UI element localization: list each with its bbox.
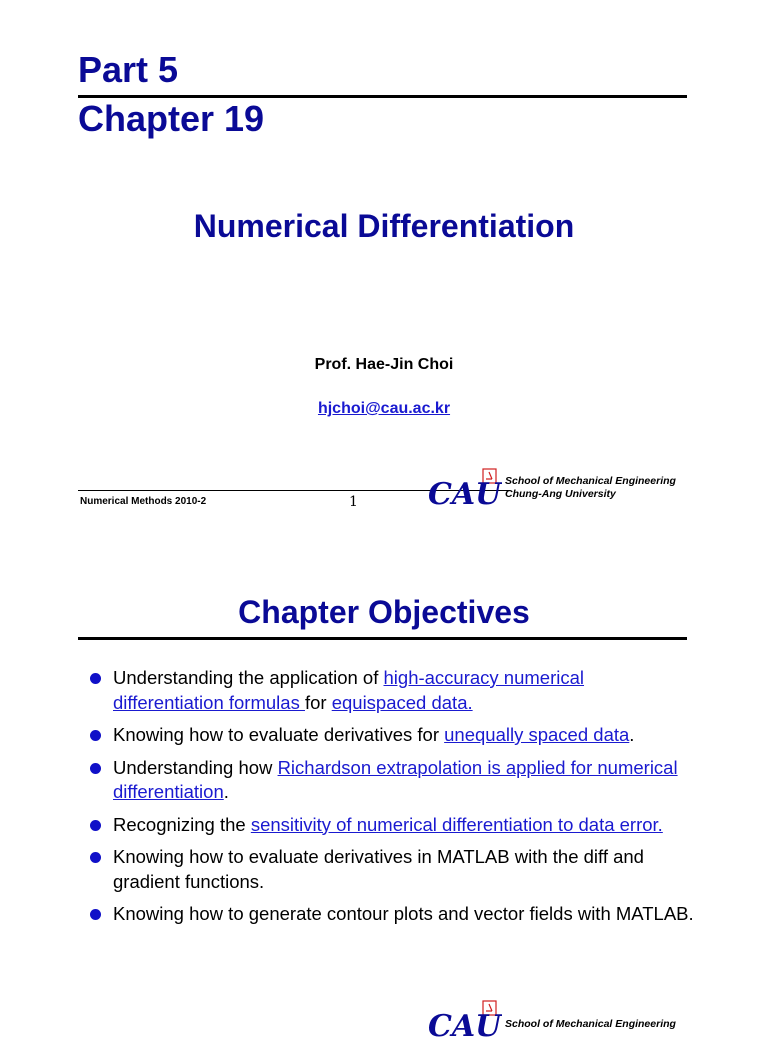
list-item [88,756,698,805]
email-link[interactable]: hjchoi@cau.ac.kr [317,400,451,417]
list-item [88,723,698,748]
logo-text: CAU [428,1009,502,1044]
author-email [0,400,768,418]
bullet-text: Recognizing the [113,813,251,835]
school-name [505,475,676,501]
bullet-link[interactable]: unequally spaced data [444,724,630,745]
course-label: Numerical Methods 2010-2 [80,496,207,507]
lecture-title: Numerical Differentiation [193,208,575,244]
objectives-slide [0,530,768,1044]
cau-logo [426,1000,502,1044]
bullet-text: . [629,724,635,745]
list-item [88,845,698,894]
objectives-divider [78,637,687,640]
author-name: Prof. Hae-Jin Choi [314,356,454,373]
list-item [88,902,698,927]
bullet-text: . [223,781,229,802]
bullet-text: Knowing how to evaluate derivatives in MATLAB with the diff and gradient functions. [113,846,644,892]
cau-logo [426,468,502,512]
bullet-text: Knowing how to evaluate derivatives for [113,724,445,745]
bullet-dot-icon [90,730,101,741]
bullet-dot-icon [90,852,101,863]
bullet-link[interactable]: sensitivity of numerical differentiation to data error. [250,813,663,835]
objectives-list [88,666,698,935]
bullet-dot-icon [90,820,101,831]
school-name: School of Mechanical Engineering [505,1018,676,1030]
bullet-dot-icon [90,673,101,684]
chapter-title: Chapter 19 [78,98,265,139]
bullet-dot-icon [90,909,101,920]
page-number: 1 [349,494,358,510]
bullet-text: Understanding how [113,756,278,778]
bullet-text: Understanding the application of [113,667,384,688]
part-title: Part 5 [78,49,179,90]
bullet-text: for [304,691,332,713]
bullet-link[interactable]: high-accuracy numerical differentiation formulas [113,667,585,713]
bullet-link[interactable]: equispaced data. [331,691,473,713]
list-item [88,666,698,715]
bullet-link[interactable]: Richardson extrapolation is applied for numerical differentiation [113,756,678,802]
school-line-2: Chung-Ang University [505,488,616,500]
school-line-1: School of Mechanical Engineering [505,475,676,487]
list-item [88,813,698,838]
objectives-title: Chapter Objectives [238,594,530,630]
logo-text: CAU [428,477,502,512]
bullet-dot-icon [90,763,101,774]
bullet-text: Knowing how to generate contour plots and vector fields with MATLAB. [113,903,694,924]
